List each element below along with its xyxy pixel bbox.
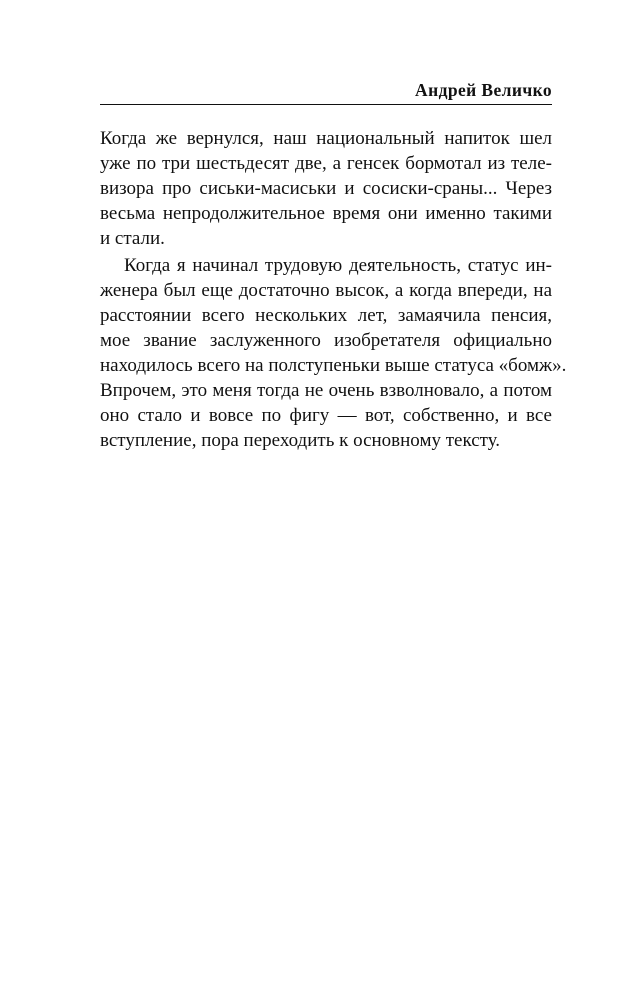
running-header <box>100 78 552 105</box>
text-line: находилось всего на полступеньки выше статуса «бомж». <box>100 355 567 376</box>
text-line: вступление, пора переходить к основному тексту. <box>100 430 501 451</box>
paragraph <box>100 253 567 453</box>
running-header-title: Андрей Величко <box>415 80 552 100</box>
text-line: визора про сиськи-масиськи и сосиски-сраны... Через <box>100 178 552 199</box>
text-line: расстоянии всего нескольких лет, замаячила пенсия, <box>100 305 552 326</box>
text-line: и стали. <box>100 228 165 249</box>
text-line: уже по три шестьдесят две, а генсек бормотал из теле- <box>100 153 552 174</box>
text-line: Когда я начинал трудовую деятельность, статус ин- <box>124 255 552 276</box>
text-line: весьма непродолжительное время они именно такими <box>100 203 552 224</box>
paragraph <box>100 126 552 251</box>
text-line: женера был еще достаточно высок, а когда впереди, на <box>100 280 552 301</box>
body-text <box>100 126 567 453</box>
text-line: оно стало и вовсе по фигу — вот, собственно, и все <box>100 405 552 426</box>
text-line: мое звание заслуженного изобретателя официально <box>100 330 552 351</box>
text-line: Впрочем, это меня тогда не очень взволновало, а потом <box>100 380 552 401</box>
text-line: Когда же вернулся, наш национальный напиток шел <box>100 128 552 149</box>
